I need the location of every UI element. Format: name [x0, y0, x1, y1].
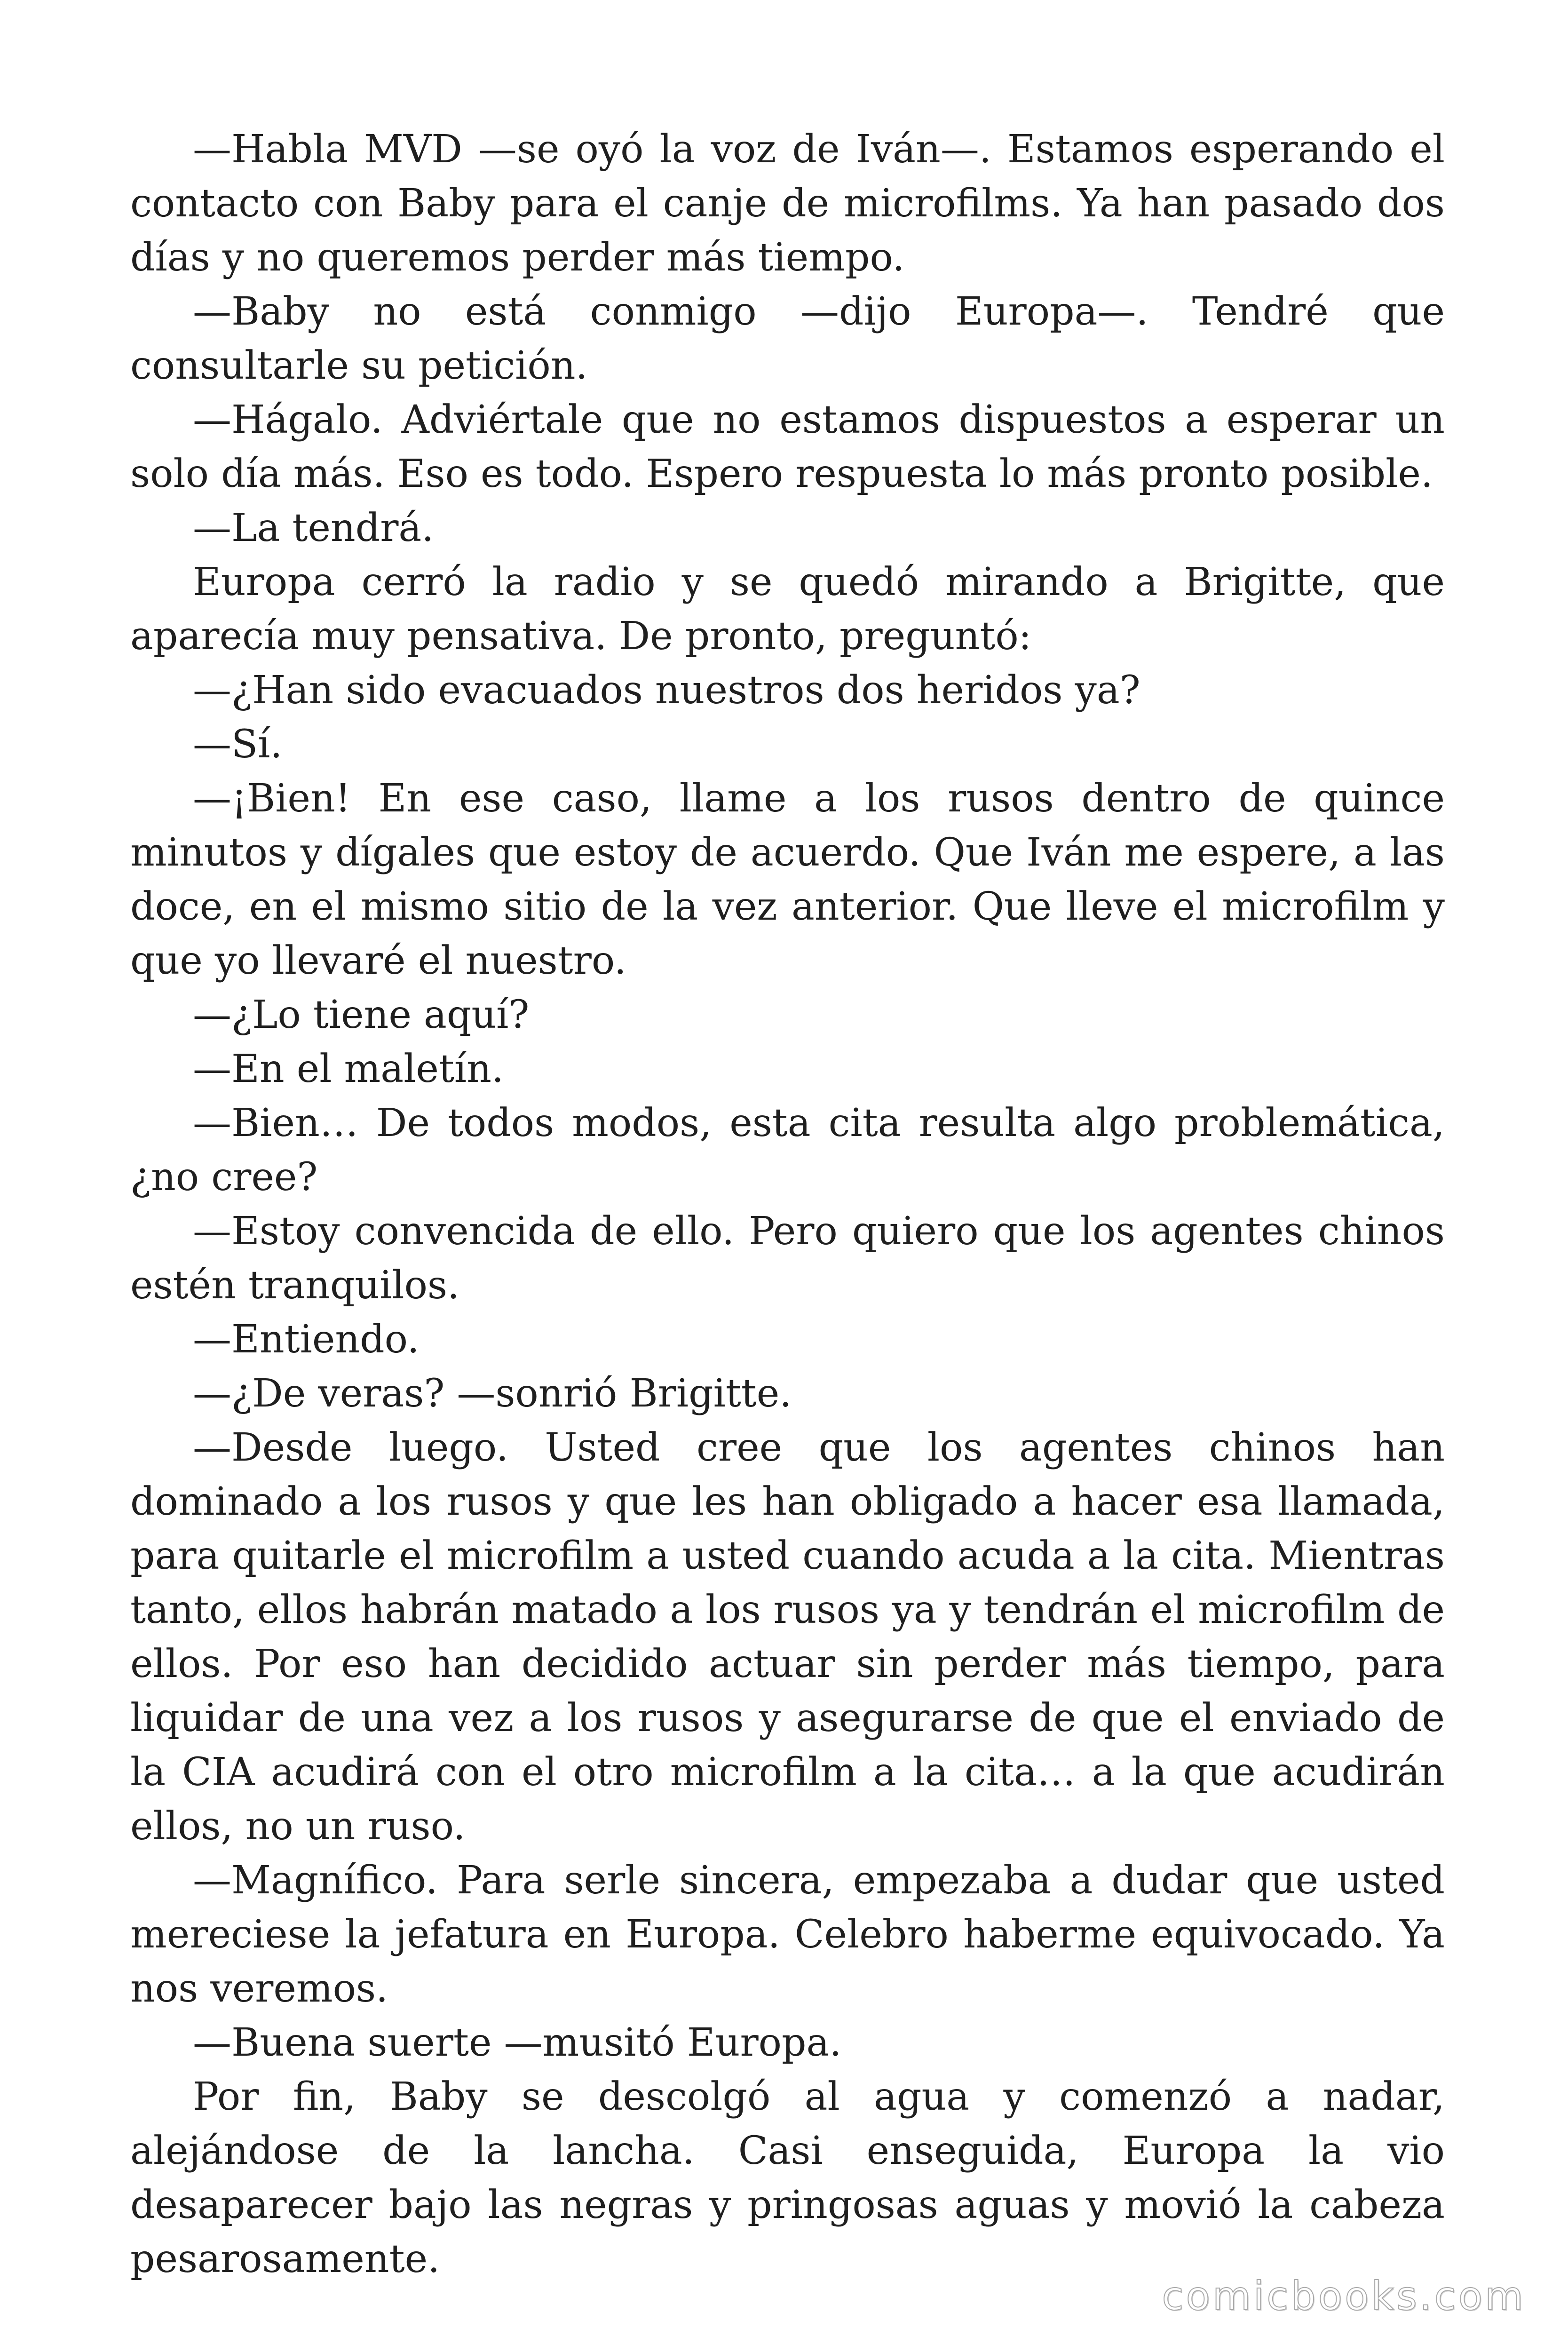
watermark: comicbooks.com — [1162, 2273, 1526, 2319]
paragraph: —Entiendo. — [193, 1317, 420, 1362]
paragraph: —¿Lo tiene aquí? — [193, 993, 530, 1037]
paragraph: —Sí. — [193, 722, 283, 767]
paragraph: —¿De veras? —sonrió Brigitte. — [193, 1371, 792, 1416]
paragraph: —En el maletín. — [193, 1047, 504, 1091]
page-body — [130, 122, 1445, 2286]
paragraph: —Baby no está conmigo —dijo Europa—. Tendré que consultarle su petición. — [130, 289, 1445, 388]
paragraph: —¿Han sido evacuados nuestros dos heridos ya? — [193, 668, 1140, 713]
paragraph: Europa cerró la radio y se quedó mirando a Brigitte, que aparecía muy pensativa. De pronto, preguntó: — [130, 560, 1445, 659]
paragraph: —La tendrá. — [193, 506, 434, 550]
paragraph: —Bien… De todos modos, esta cita resulta algo problemática, ¿no cree? — [130, 1101, 1445, 1200]
paragraph: —Habla MVD —se oyó la voz de Iván—. Estamos esperando el contacto con Baby para el canje de microfilms. Ya han pasado dos días y no queremos perder más tiempo. — [130, 127, 1445, 280]
paragraph: —Buena suerte —musitó Europa. — [193, 2020, 842, 2065]
paragraph: —Magnífico. Para serle sincera, empezaba a dudar que usted mereciese la jefatura en Europa. Celebro haberme equivocado. Ya nos veremos. — [130, 1858, 1445, 2011]
paragraph: —Desde luego. Usted cree que los agentes chinos han dominado a los rusos y que les han obligado a hacer esa llamada, para quitarle el microfilm a usted cuando acuda a la cita. Mientras tanto, ellos habrán matado a los rusos ya y tendrán el microfilm de ellos. Por eso han decidido actuar sin perder más tiempo, para liquidar de una vez a los rusos y asegurarse de que el enviado de la CIA acudirá con el otro microfilm a la cita… a la que acudirán ellos, no un ruso. — [130, 1425, 1445, 1849]
paragraph: —¡Bien! En ese caso, llame a los rusos dentro de quince minutos y dígales que estoy de acuerdo. Que Iván me espere, a las doce, en el mismo sitio de la vez anterior. Que lleve el microfilm y que yo llevaré el nuestro. — [130, 776, 1445, 983]
paragraph: Por fin, Baby se descolgó al agua y comenzó a nadar, alejándose de la lancha. Casi enseguida, Europa la vio desaparecer bajo las negras y pringosas aguas y movió la cabeza pesarosamente. — [130, 2074, 1445, 2281]
paragraph: —Estoy convencida de ello. Pero quiero que los agentes chinos estén tranquilos. — [130, 1209, 1445, 1308]
paragraph: —Hágalo. Adviértale que no estamos dispuestos a esperar un solo día más. Eso es todo. Espero respuesta lo más pronto posible. — [130, 397, 1445, 496]
